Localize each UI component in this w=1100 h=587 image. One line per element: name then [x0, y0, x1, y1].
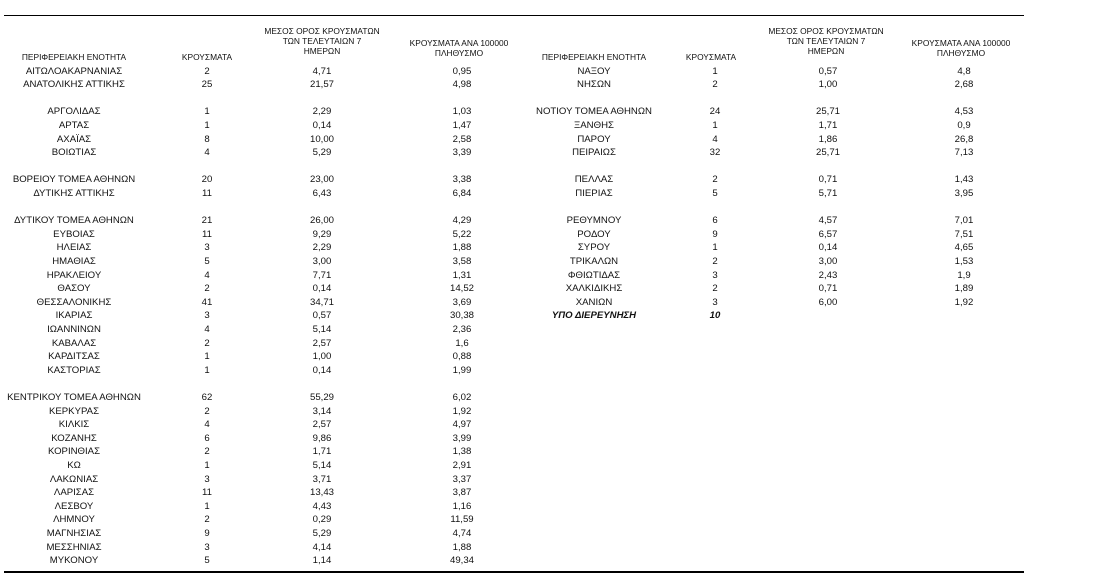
left-cell-avg7: 4,14 [312, 541, 332, 553]
right-header-region: ΠΕΡΙΦΕΡΕΙΑΚΗ ΕΝΟΤΗΤΑ [541, 52, 647, 62]
left-cell-cases: 2 [204, 446, 210, 458]
left-cell-per100k: 3,37 [452, 473, 472, 485]
left-cell-avg7: 9,29 [312, 228, 332, 240]
left-cell-per100k: 1,31 [452, 269, 472, 281]
right-cell-cases: 4 [712, 133, 718, 145]
right-cell-per100k: 3,95 [954, 187, 974, 199]
left-cell-cases: 62 [201, 391, 213, 403]
left-cell-avg7: 5,29 [312, 527, 332, 539]
right-cell-cases: 3 [712, 269, 718, 281]
left-cell-per100k: 49,34 [449, 555, 474, 567]
left-cell-per100k: 1,47 [452, 119, 472, 131]
right-cell-avg7 [768, 309, 888, 322]
left-cell-region: ΗΛΕΙΑΣ [56, 242, 92, 254]
right-cell-per100k: 4,53 [954, 106, 974, 118]
right-cell-cases: 32 [709, 147, 721, 159]
right-cell-region: ΤΡΙΚΑΛΩΝ [569, 255, 619, 267]
left-cell-cases: 41 [201, 296, 213, 308]
left-cell-per100k: 3,58 [452, 255, 472, 267]
right-cell-cases: 1 [712, 65, 718, 77]
right-cell-region: ΞΑΝΘΗΣ [574, 119, 614, 131]
right-cell-region: ΠΙΕΡΙΑΣ [575, 187, 613, 199]
right-cell-avg7: 25,71 [815, 147, 840, 159]
left-cell-region: ΛΑΡΙΣΑΣ [53, 487, 95, 499]
right-cell-per100k: 1,43 [954, 174, 974, 186]
left-cell-per100k: 14,52 [449, 283, 474, 295]
left-cell-cases: 4 [204, 323, 210, 335]
left-cell-avg7: 7,71 [312, 269, 332, 281]
left-cell-region: ΙΩΑΝΝΙΝΩΝ [47, 323, 101, 335]
bottom-rule [4, 571, 1024, 573]
left-cell-avg7: 0,14 [312, 119, 332, 131]
left-cell-avg7: 3,14 [312, 405, 332, 417]
right-cell-cases: 1 [712, 242, 718, 254]
left-cell-cases: 1 [204, 500, 210, 512]
left-cell-avg7: 34,71 [309, 296, 334, 308]
left-cell-per100k: 1,88 [452, 242, 472, 254]
left-cell-avg7: 1,14 [312, 555, 332, 567]
left-cell-avg7: 3,71 [312, 473, 332, 485]
left-cell-cases: 3 [204, 473, 210, 485]
right-cell-region: ΠΑΡΟΥ [577, 133, 611, 145]
left-cell-region: ΑΝΑΤΟΛΙΚΗΣ ΑΤΤΙΚΗΣ [23, 79, 125, 91]
right-cell-cases: 2 [712, 174, 718, 186]
left-cell-cases: 11 [202, 228, 212, 240]
left-cell-avg7: 5,14 [312, 323, 332, 335]
left-cell-avg7: 0,57 [312, 310, 332, 322]
left-header-per100k: ΚΡΟΥΣΜΑΤΑ ΑΝΑ 100000 ΠΛΗΘΥΣΜΟ [409, 38, 509, 58]
left-cell-region: ΑΙΤΩΛΟΑΚΑΡΝΑΝΙΑΣ [25, 65, 123, 77]
right-cell-avg7: 2,43 [818, 269, 838, 281]
left-cell-cases: 5 [204, 255, 210, 267]
left-cell-cases: 1 [204, 364, 210, 376]
left-cell-region: ΘΕΣΣΑΛΟΝΙΚΗΣ [36, 296, 112, 308]
left-cell-region: ΛΗΜΝΟΥ [53, 514, 95, 526]
left-cell-avg7: 55,29 [309, 391, 334, 403]
left-cell-region: ΛΕΣΒΟΥ [54, 500, 94, 512]
left-cell-region: ΛΑΚΩΝΙΑΣ [49, 473, 99, 485]
right-cell-per100k: 7,13 [954, 147, 974, 159]
left-cell-avg7: 0,29 [312, 514, 332, 526]
left-cell-per100k: 1,6 [455, 337, 469, 349]
left-cell-per100k: 4,74 [452, 527, 472, 539]
left-cell-region: ΒΟΡΕΙΟΥ ΤΟΜΕΑ ΑΘΗΝΩΝ [12, 174, 136, 186]
left-cell-cases: 21 [201, 215, 213, 227]
left-cell-avg7: 4,43 [312, 500, 332, 512]
right-cell-per100k: 4,8 [957, 65, 971, 77]
left-cell-cases: 4 [204, 419, 210, 431]
right-header-per100k: ΚΡΟΥΣΜΑΤΑ ΑΝΑ 100000 ΠΛΗΘΥΣΜΟ [911, 38, 1011, 58]
left-cell-avg7: 23,00 [309, 174, 334, 186]
right-cell-avg7: 1,86 [818, 133, 838, 145]
right-cell-per100k: 2,68 [954, 79, 974, 91]
left-cell-cases: 6 [204, 432, 210, 444]
left-cell-per100k: 1,16 [452, 500, 472, 512]
left-cell-region: ΚΑΒΑΛΑΣ [51, 337, 97, 349]
left-cell-region: ΚΑΡΔΙΤΣΑΣ [48, 351, 100, 363]
left-cell-avg7: 3,00 [312, 255, 332, 267]
left-cell-cases: 1 [204, 459, 210, 471]
left-cell-region: ΘΑΣΟΥ [57, 283, 91, 295]
left-cell-per100k: 0,95 [452, 65, 472, 77]
left-cell-cases: 2 [204, 514, 210, 526]
right-cell-per100k: 7,51 [954, 228, 974, 240]
right-cell-cases: 6 [712, 215, 718, 227]
left-cell-avg7: 5,14 [312, 459, 332, 471]
left-cell-region: ΕΥΒΟΙΑΣ [53, 228, 95, 240]
left-cell-region: ΜΑΓΝΗΣΙΑΣ [46, 527, 102, 539]
right-cell-region: ΥΠΟ ΔΙΕΡΕΥΝΗΣΗ [551, 310, 637, 322]
left-cell-region: ΚΩ [67, 459, 81, 471]
left-cell-per100k: 1,92 [452, 405, 472, 417]
left-cell-cases: 1 [204, 106, 210, 118]
left-cell-cases: 20 [201, 174, 213, 186]
left-cell-region: ΗΜΑΘΙΑΣ [52, 255, 96, 267]
top-rule [4, 15, 1024, 16]
right-cell-per100k [904, 309, 1024, 322]
left-cell-cases: 3 [204, 541, 210, 553]
left-cell-region: ΜΥΚΟΝΟΥ [49, 555, 99, 567]
right-cell-avg7: 1,00 [818, 79, 838, 91]
left-cell-per100k: 5,22 [452, 228, 472, 240]
right-cell-cases: 5 [712, 187, 718, 199]
right-cell-cases: 9 [712, 228, 718, 240]
left-cell-per100k: 30,38 [449, 310, 474, 322]
left-cell-per100k: 0,88 [452, 351, 472, 363]
left-cell-per100k: 1,38 [452, 446, 472, 458]
left-cell-per100k: 3,99 [452, 432, 472, 444]
left-cell-avg7: 0,14 [312, 283, 332, 295]
right-cell-per100k: 4,65 [954, 242, 974, 254]
right-cell-cases: 1 [712, 119, 718, 131]
right-cell-cases: 2 [712, 79, 718, 91]
left-cell-region: ΚΟΡΙΝΘΙΑΣ [47, 446, 101, 458]
left-cell-region: ΜΕΣΣΗΝΙΑΣ [46, 541, 102, 553]
right-cell-region: ΝΑΞΟΥ [577, 65, 611, 77]
left-cell-region: ΗΡΑΚΛΕΙΟΥ [46, 269, 102, 281]
left-cell-cases: 2 [204, 65, 210, 77]
left-cell-avg7: 2,57 [312, 419, 332, 431]
left-cell-region: ΚΕΡΚΥΡΑΣ [48, 405, 99, 417]
left-cell-avg7: 6,43 [312, 187, 332, 199]
left-cell-region: ΔΥΤΙΚΗΣ ΑΤΤΙΚΗΣ [33, 187, 115, 199]
right-cell-avg7: 4,57 [818, 215, 838, 227]
left-cell-per100k: 4,29 [452, 215, 472, 227]
right-cell-avg7: 5,71 [818, 187, 838, 199]
left-cell-cases: 9 [204, 527, 210, 539]
left-cell-avg7: 10,00 [309, 133, 334, 145]
right-cell-per100k: 1,92 [954, 296, 974, 308]
right-cell-per100k: 0,9 [957, 119, 971, 131]
right-cell-avg7: 3,00 [818, 255, 838, 267]
left-cell-region: ΚΙΛΚΙΣ [58, 419, 90, 431]
left-cell-avg7: 4,71 [312, 65, 332, 77]
right-cell-avg7: 6,00 [818, 296, 838, 308]
right-cell-region: ΡΕΘΥΜΝΟΥ [566, 215, 622, 227]
cases-table-document [4, 0, 1024, 587]
left-cell-region: ΑΧΑΪΑΣ [56, 133, 92, 145]
left-cell-avg7: 1,71 [312, 446, 332, 458]
left-cell-per100k: 11,59 [450, 514, 474, 526]
right-header-cases: ΚΡΟΥΣΜΑΤΑ [685, 52, 737, 62]
left-header-region: ΠΕΡΙΦΕΡΕΙΑΚΗ ΕΝΟΤΗΤΑ [21, 52, 127, 62]
left-cell-cases: 1 [204, 119, 210, 131]
left-cell-cases: 2 [204, 283, 210, 295]
left-cell-region: ΒΟΙΩΤΙΑΣ [51, 147, 97, 159]
right-cell-region: ΡΟΔΟΥ [577, 228, 611, 240]
left-cell-per100k: 6,84 [452, 187, 472, 199]
right-cell-region: ΦΘΙΩΤΙΔΑΣ [567, 269, 621, 281]
left-cell-per100k: 3,87 [452, 487, 472, 499]
right-cell-avg7: 25,71 [815, 106, 840, 118]
left-cell-region: ΙΚΑΡΙΑΣ [55, 310, 93, 322]
left-cell-cases: 4 [204, 147, 210, 159]
right-cell-region: ΝΟΤΙΟΥ ΤΟΜΕΑ ΑΘΗΝΩΝ [536, 106, 652, 118]
left-cell-avg7: 0,14 [312, 364, 332, 376]
right-cell-avg7: 1,71 [818, 119, 838, 131]
right-cell-cases: 3 [712, 296, 718, 308]
left-header-avg7: ΜΕΣΟΣ ΟΡΟΣ ΚΡΟΥΣΜΑΤΩΝ ΤΩΝ ΤΕΛΕΥΤΑΙΩΝ 7 ΗΜΕΡΩΝ [264, 26, 380, 56]
left-cell-avg7: 5,29 [312, 147, 332, 159]
right-cell-region: ΠΕΛΛΑΣ [574, 174, 614, 186]
left-cell-region: ΑΡΤΑΣ [58, 119, 90, 131]
left-cell-avg7: 26,00 [309, 215, 334, 227]
left-cell-region: ΚΕΝΤΡΙΚΟΥ ΤΟΜΕΑ ΑΘΗΝΩΝ [7, 391, 141, 403]
right-cell-avg7: 0,14 [818, 242, 838, 254]
left-cell-per100k: 2,58 [452, 133, 472, 145]
left-cell-cases: 3 [204, 242, 210, 254]
right-cell-cases: 10 [709, 310, 721, 322]
left-cell-region: ΚΟΖΑΝΗΣ [51, 432, 97, 444]
left-cell-avg7: 2,29 [312, 242, 332, 254]
right-cell-cases: 2 [712, 255, 718, 267]
left-cell-cases: 4 [204, 269, 210, 281]
left-cell-per100k: 4,97 [452, 419, 472, 431]
right-cell-avg7: 6,57 [818, 228, 838, 240]
left-cell-cases: 2 [204, 405, 210, 417]
right-cell-per100k: 1,53 [954, 255, 974, 267]
left-cell-cases: 3 [204, 310, 210, 322]
left-cell-avg7: 13,43 [309, 487, 334, 499]
left-cell-per100k: 1,03 [452, 106, 472, 118]
left-cell-avg7: 2,57 [312, 337, 332, 349]
left-cell-per100k: 4,98 [452, 79, 472, 91]
left-cell-cases: 2 [204, 337, 210, 349]
right-cell-avg7: 0,71 [818, 174, 838, 186]
left-cell-cases: 1 [204, 351, 210, 363]
left-cell-avg7: 9,86 [312, 432, 332, 444]
right-header-avg7: ΜΕΣΟΣ ΟΡΟΣ ΚΡΟΥΣΜΑΤΩΝ ΤΩΝ ΤΕΛΕΥΤΑΙΩΝ 7 ΗΜΕΡΩΝ [768, 26, 884, 56]
right-cell-cases: 24 [709, 106, 721, 118]
right-cell-per100k: 26,8 [954, 133, 974, 145]
right-cell-cases: 2 [712, 283, 718, 295]
right-cell-region: ΣΥΡΟΥ [577, 242, 611, 254]
left-cell-per100k: 3,69 [452, 296, 472, 308]
left-cell-per100k: 1,88 [452, 541, 472, 553]
left-cell-cases: 8 [204, 133, 210, 145]
right-cell-region: ΧΑΛΚΙΔΙΚΗΣ [565, 283, 623, 295]
left-cell-region: ΔΥΤΙΚΟΥ ΤΟΜΕΑ ΑΘΗΝΩΝ [14, 215, 134, 227]
left-cell-per100k: 3,38 [452, 174, 472, 186]
left-cell-cases: 11 [202, 487, 212, 499]
right-cell-avg7: 0,71 [818, 283, 838, 295]
left-cell-per100k: 3,39 [452, 147, 472, 159]
right-cell-region: ΧΑΝΙΩΝ [575, 296, 613, 308]
right-cell-per100k: 1,9 [957, 269, 971, 281]
left-cell-per100k: 1,99 [452, 364, 472, 376]
left-cell-cases: 25 [201, 79, 213, 91]
right-cell-per100k: 7,01 [954, 215, 974, 227]
left-cell-cases: 11 [202, 187, 212, 199]
right-cell-region: ΝΗΣΩΝ [577, 79, 611, 91]
left-cell-cases: 5 [204, 555, 210, 567]
left-cell-region: ΑΡΓΟΛΙΔΑΣ [47, 106, 101, 118]
left-cell-per100k: 2,36 [452, 323, 472, 335]
left-cell-avg7: 2,29 [312, 106, 332, 118]
left-cell-region: ΚΑΣΤΟΡΙΑΣ [47, 364, 101, 376]
left-cell-avg7: 21,57 [309, 79, 334, 91]
left-header-cases: ΚΡΟΥΣΜΑΤΑ [181, 52, 233, 62]
right-cell-per100k: 1,89 [954, 283, 974, 295]
left-cell-avg7: 1,00 [312, 351, 332, 363]
left-cell-per100k: 2,91 [452, 459, 472, 471]
left-cell-per100k: 6,02 [452, 391, 472, 403]
right-cell-region: ΠΕΙΡΑΙΩΣ [572, 147, 616, 159]
right-cell-avg7: 0,57 [818, 65, 838, 77]
